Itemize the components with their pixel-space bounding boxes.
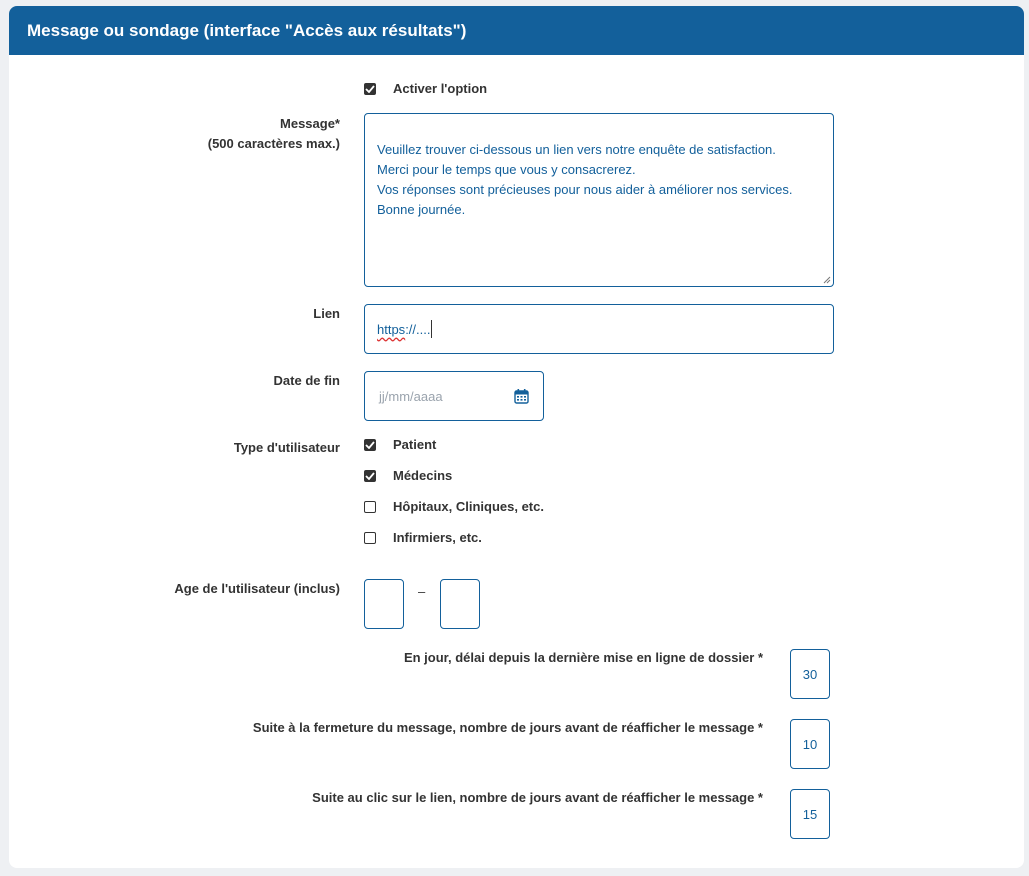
check-icon	[365, 472, 375, 480]
check-icon	[365, 85, 375, 93]
resize-grip-icon[interactable]	[823, 276, 831, 284]
user-type-hopitaux-label: Hôpitaux, Cliniques, etc.	[393, 499, 544, 514]
age-min-input[interactable]	[364, 579, 404, 629]
text-caret	[431, 320, 432, 338]
end-date-placeholder: jj/mm/aaaa	[379, 388, 443, 404]
user-type-infirmiers-checkbox[interactable]	[364, 532, 376, 544]
panel-title: Message ou sondage (interface "Accès aux résultats")	[9, 6, 1024, 55]
user-type-patient-label: Patient	[393, 437, 437, 452]
message-label: Message*	[280, 116, 340, 131]
message-text: Veuillez trouver ci-dessous un lien vers notre enquête de satisfaction. Merci pour le temps que vous y consacrerez. Vos réponses sont précieuses pour nous aider à améliorer nos services. Bonne journée.	[377, 142, 793, 217]
user-type-medecins-label: Médecins	[393, 468, 453, 483]
age-max-input[interactable]	[440, 579, 480, 629]
message-sublabel: (500 caractères max.)	[207, 136, 340, 151]
delay-days-label: En jour, délai depuis la dernière mise en ligne de dossier *	[403, 650, 763, 665]
click-days-label: Suite au clic sur le lien, nombre de jours avant de réafficher le message *	[312, 790, 763, 805]
link-input[interactable]	[364, 304, 834, 354]
activate-option-label: Activer l'option	[393, 81, 488, 96]
user-type-infirmiers-label: Infirmiers, etc.	[393, 530, 482, 545]
link-label: Lien	[313, 306, 340, 321]
user-type-patient-checkbox[interactable]	[364, 439, 376, 451]
user-type-hopitaux-checkbox[interactable]	[364, 501, 376, 513]
click-days-input[interactable]: 15	[790, 789, 830, 839]
user-type-medecins-checkbox[interactable]	[364, 470, 376, 482]
age-range-separator: –	[418, 584, 426, 599]
check-icon	[365, 441, 375, 449]
calendar-icon[interactable]	[514, 388, 529, 404]
activate-option-checkbox[interactable]	[364, 83, 376, 95]
user-type-label: Type d'utilisateur	[233, 440, 340, 455]
age-label: Age de l'utilisateur (inclus)	[174, 581, 340, 596]
delay-days-input[interactable]: 30	[790, 649, 830, 699]
message-textarea[interactable]	[364, 113, 834, 287]
link-value-word: https	[377, 321, 406, 337]
close-days-label: Suite à la fermeture du message, nombre de jours avant de réafficher le message *	[252, 720, 763, 735]
close-days-input[interactable]: 10	[790, 719, 830, 769]
link-value-rest: ://....	[405, 321, 431, 337]
end-date-input[interactable]	[364, 371, 544, 421]
end-date-label: Date de fin	[273, 373, 340, 388]
